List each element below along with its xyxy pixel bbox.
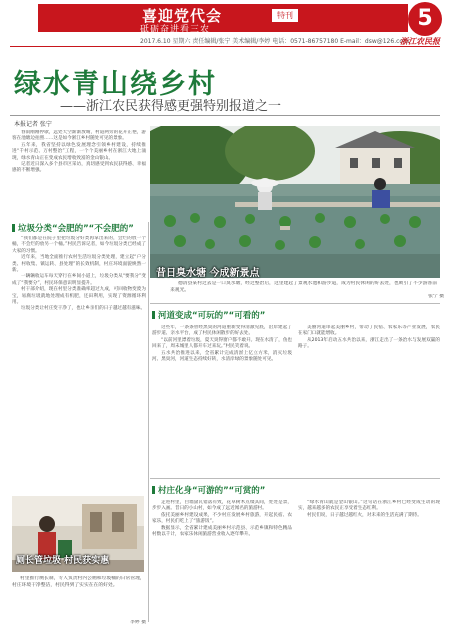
section-body-village-col2 <box>298 500 440 632</box>
paragraph: 数据显示，全省累计建成美丽乡村示范县、示范乡镇和特色精品村数以千计，农家乐休闲旅游营业收入逐年攀升。 <box>152 525 292 538</box>
header-rule <box>10 46 440 47</box>
paragraph: “以前河里漂着垃圾，夏天臭得窗户都不敢开。现在水清了，鱼也回来了，周末城里人都开车过来玩。”村民笑着说。 <box>152 337 292 350</box>
intro-paragraph: 五年来，我省坚持以绿色发展理念引领乡村建设，持续推进“千村示范、万村整治”工程，一个个美丽乡村在浙江大地上涌现，绿水青山正在变成农民增收致富的金山银山。 <box>12 142 146 161</box>
intro-text <box>12 130 146 218</box>
column-divider <box>148 222 149 622</box>
intro-paragraph: 记者近日深入多个县市区采访，真切感受到农民获得感、幸福感的不断增强。 <box>12 162 146 174</box>
paragraph: “我们都是在院子里把垃圾分好类再拿出来的，会烂的放一个桶，不会烂的放另一个桶。”村民告诉记者，如今垃圾分类已经成了大家的习惯。 <box>12 236 146 254</box>
page-number: 5 <box>408 2 442 36</box>
issue-info: 2017.6.10 星期六 责任编辑/张宁 美术编辑/李婷 电话：0571-86757180 E-mail：dsw@126.com <box>140 38 409 45</box>
section-rule <box>150 478 440 479</box>
byline: 本报记者 张宁 <box>14 121 52 128</box>
main-photo-caption: 德清县某村过去是一口臭水塘，经过整治后，这里建起了景观水池和游步道，成为村民休闲的好去处，也吸引了不少游客前来观光。 <box>170 281 438 293</box>
masthead <box>0 0 450 50</box>
left-photo-overlay: 厕长管垃圾 村民获实惠 <box>16 556 110 566</box>
paragraph: 近年来，当地全面推行农村生活垃圾分类处理，建立起“户分类、村收集、镇运转、县处理”的长效机制，村庄环境面貌焕然一新。 <box>12 255 146 274</box>
paragraph: 垃圾分类让村庄变干净了，也让乡亲们的日子越过越有滋味。 <box>21 306 146 312</box>
column-title: 喜迎党代会 <box>142 7 223 25</box>
article-title: 绿水青山绕乡村 <box>14 69 217 100</box>
paragraph: 这些年，一条条曾经黑臭的河道重新变得清澈见底，沿岸建起了游步道、亲水平台，成了村民休闲散步的好去处。 <box>152 325 292 337</box>
section-body-river-col2 <box>298 325 440 473</box>
section-body-river-col1 <box>152 325 292 473</box>
masthead-band <box>38 4 408 32</box>
paragraph: 村干部介绍，现在村里分类准确率超过九成，可回收物变废为宝，易腐垃圾就地处理成有机肥，还田利用，实现了资源循环利用。 <box>12 287 146 306</box>
section-heading-garbage: 垃圾分类“会肥的”“不会肥的” <box>12 222 134 234</box>
section-body-garbage <box>12 236 146 496</box>
section-heading-river: 河道变成“可玩的”“可看的” <box>152 309 265 321</box>
paragraph: 走进村里，白墙黛瓦错落有致，花草树木点缀其间，处处是景，步步入画。昔日的小山村，如今成了远近闻名的旅游村。 <box>152 500 292 512</box>
newspaper-brand: 浙江农民报 <box>400 36 440 46</box>
title-rule <box>10 115 440 116</box>
article-subtitle: ——浙江农民获得感更强特别报道之一 <box>60 99 282 114</box>
left-photo-caption: 村里推行厕长制，专人负责村内公厕和垃圾桶的日常管理，村庄环境干净整洁，村民得到了实实在在的好处。 <box>12 576 145 588</box>
column-tag: 特刊 <box>272 9 298 22</box>
left-photo-credit: 李婷 摄 <box>130 620 146 625</box>
pond-scene-image <box>150 126 440 278</box>
paragraph: 村民们说，日子越过越红火，对未来的生活充满了期待。 <box>307 512 422 518</box>
column-slogan: 砥砺奋进看三农 <box>140 25 211 35</box>
intro-paragraph: 春雨刚刚停歇，远处天空渐渐放晴，村道两旁的花开正艳，游客在池塘边拍照……这是如今浙江乡村随处可见的景象。 <box>12 130 146 142</box>
paragraph: 从2013年启动五水共治以来，浙江走出了一条治水与发展双赢的路子。 <box>298 337 440 350</box>
main-photo <box>150 126 440 278</box>
section-heading-village: 村庄化身“可游的”“可赏的” <box>152 484 265 496</box>
main-photo-credit: 张宁 摄 <box>428 294 444 299</box>
paragraph: 五水共治推进以来，全省累计完成清淤上亿立方米，消灭垃圾河、黑臭河，河道生态持续好转，水清岸绿的景象随处可见。 <box>152 350 292 363</box>
left-photo <box>12 496 144 572</box>
paragraph: 美丽河道串起美丽乡村，带动了民宿、农家乐等产业发展，农民在家门口就能增收。 <box>298 325 440 337</box>
main-photo-overlay: 昔日臭水塘 今成新景点 <box>156 268 260 279</box>
section-rule <box>150 303 440 304</box>
paragraph: “绿水青山就是金山银山。”这句话在浙江乡村已经变成生动的现实，越来越多的农民正享受着生态红利。 <box>298 500 440 512</box>
paragraph: 一辆辆收运车每天穿行在乡间小道上，垃圾分类从“要我分”变成了“我要分”，村民环保意识明显提升。 <box>12 274 146 286</box>
paragraph: 依托美丽乡村建设成果，不少村庄发展乡村旅游，开起民宿、农家乐，村民们吃上了“旅游饭”。 <box>152 512 292 525</box>
section-body-village-col1 <box>152 500 292 632</box>
